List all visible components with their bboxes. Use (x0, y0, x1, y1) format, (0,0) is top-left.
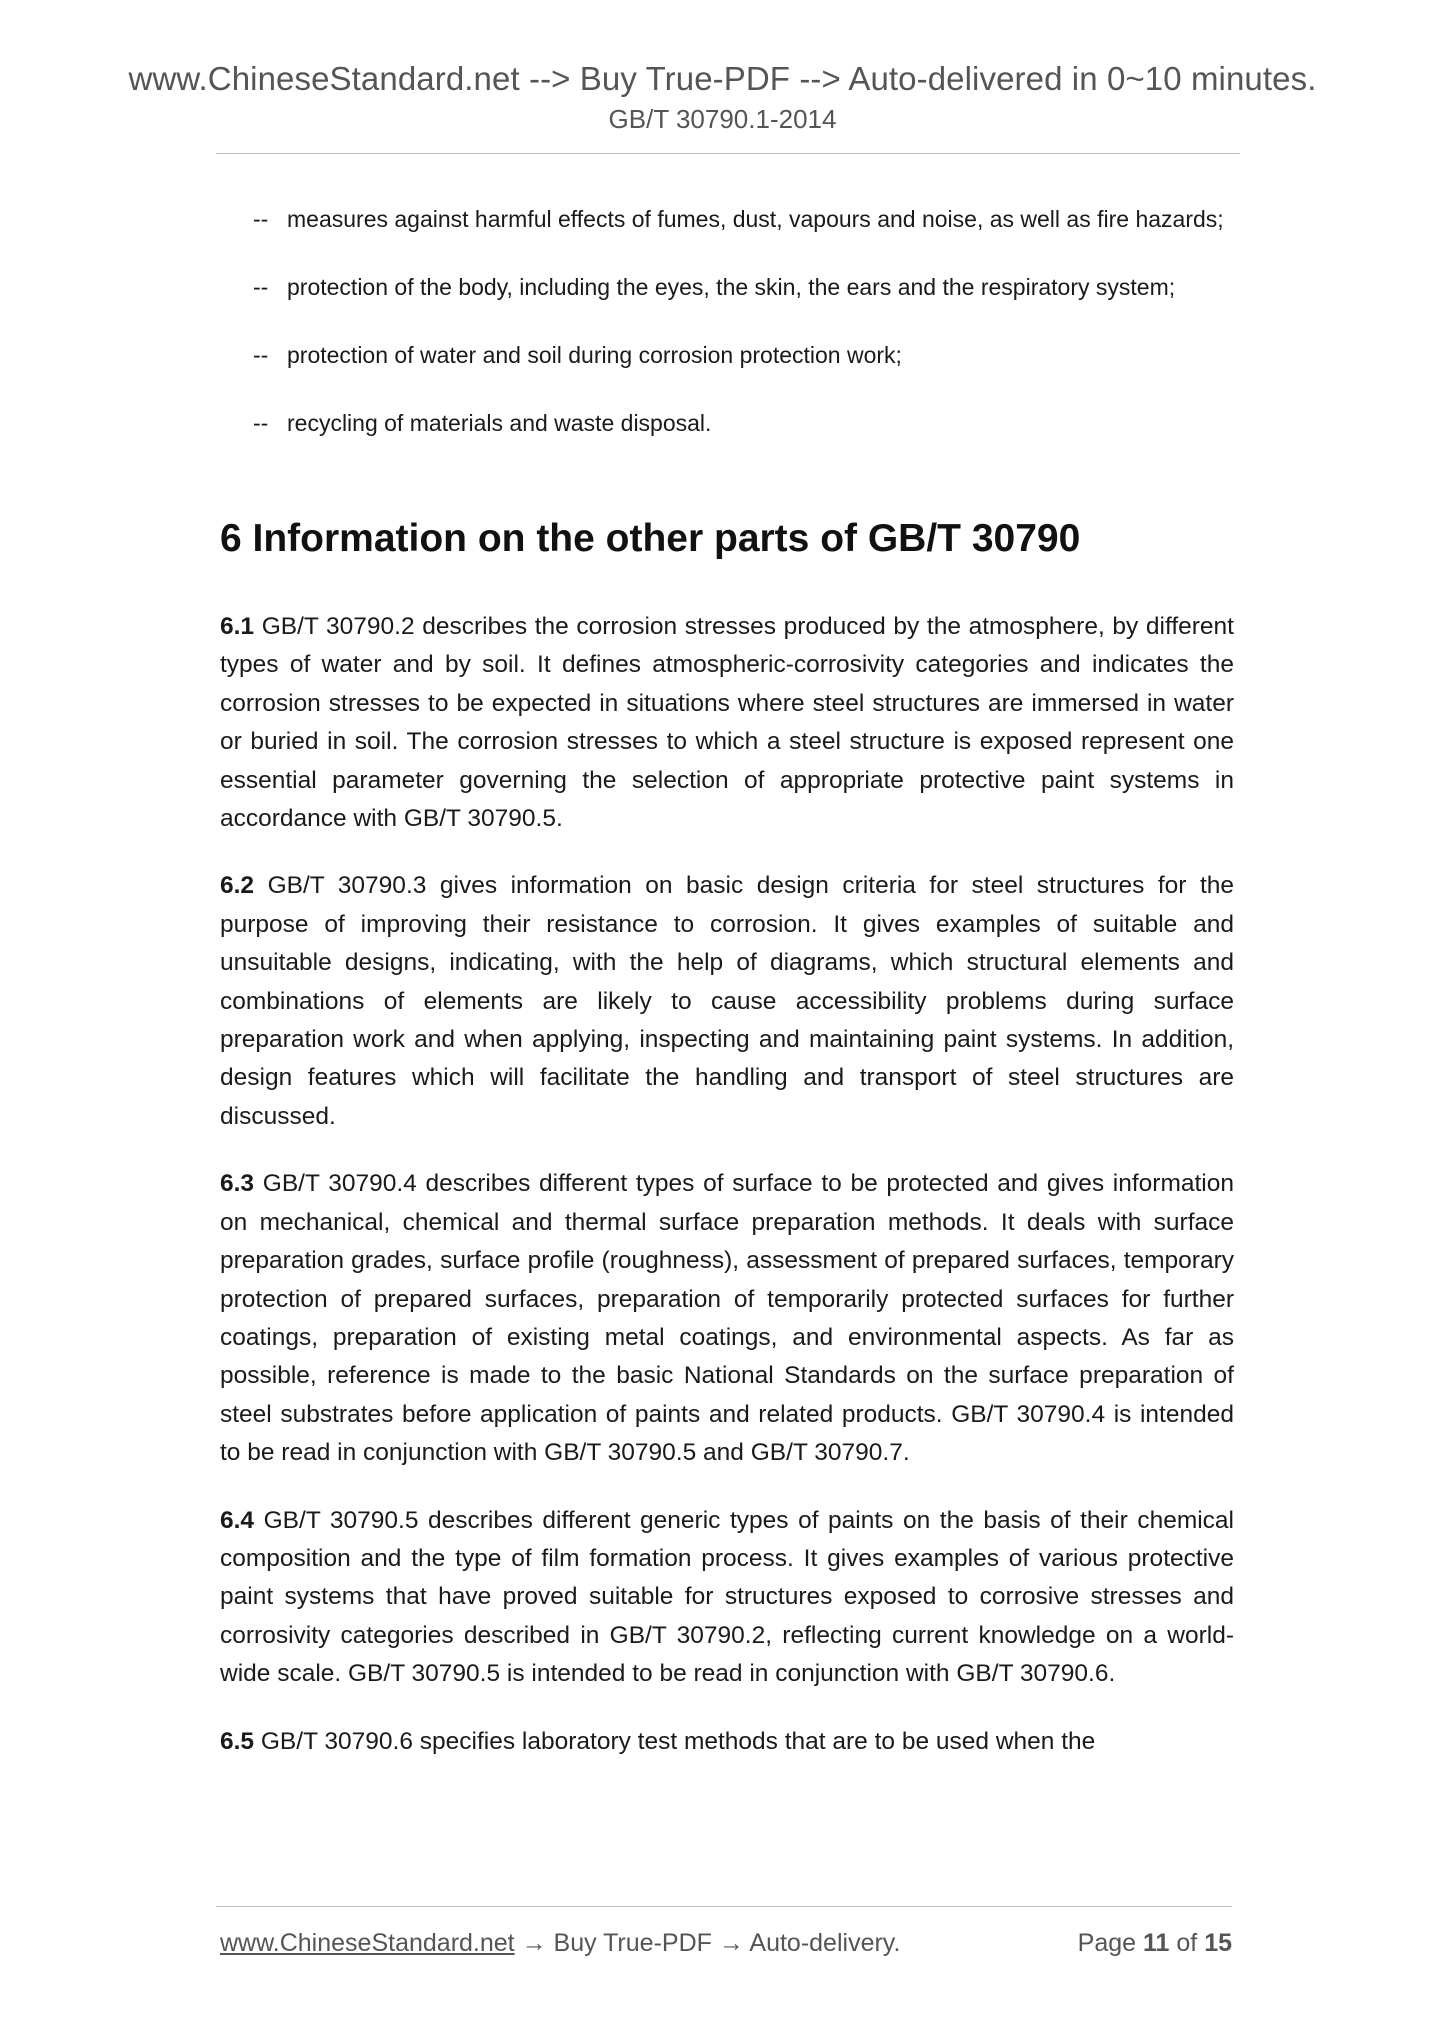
header-divider (216, 153, 1240, 154)
bullet-text: protection of the body, including the eyes, the skin, the ears and the respiratory system; (287, 274, 1176, 300)
header-standard-number: GB/T 30790.1-2014 (608, 104, 837, 134)
bullet-dash: -- (253, 410, 269, 436)
bullet-dash: -- (253, 274, 269, 300)
total-pages-number: 15 (1204, 1929, 1232, 1957)
clause-number: 6.2 (220, 872, 255, 900)
clause-number: 6.4 (220, 1506, 255, 1534)
bullet-item (253, 268, 1234, 306)
footer-site-link[interactable]: www.ChineseStandard.net (220, 1929, 515, 1957)
clause-text: GB/T 30790.3 gives information on basic design criteria for steel structures for the purpose of improving their resistance to corrosion. It gives examples of suitable and unsuitable designs, indicating, with the help of diagrams, which structural elements and combinations of elements are likely to cause accessibility problems during surface preparation work and when applying, inspecting and maintaining paint systems. In addition, design features which will facilitate the handling and transport of steel structures are discussed. (220, 872, 1234, 1130)
clause-number: 6.1 (220, 613, 255, 640)
clause-paragraph (220, 608, 1234, 838)
footer-divider (216, 1906, 1232, 1907)
header-banner: www.ChineseStandard.net --> Buy True-PDF --> Auto-delivered in 0~10 minutes. (128, 60, 1317, 97)
clause-text: GB/T 30790.6 specifies laboratory test methods that are to be used when the (260, 1727, 1096, 1755)
bullet-dash: -- (253, 342, 269, 368)
bullet-item (253, 404, 1234, 442)
page-indicator (1078, 1925, 1232, 1961)
clause-text: GB/T 30790.4 describes different types of surface to be protected and gives information on mechanical, chemical and thermal surface preparation methods. It deals with surface preparation grades, surface profile (roughness), assessment of prepared surfaces, temporary protection of prepared surfaces, preparation of temporarily protected surfaces for further coatings, preparation of existing metal coatings, and environmental aspects. As far as possible, reference is made to the basic National Standards on the surface preparation of steel substrates before application of paints and related products. GB/T 30790.4 is intended to be read in conjunction with GB/T 30790.5 and GB/T 30790.7. (220, 1170, 1234, 1467)
clause-text: GB/T 30790.5 describes different generic types of paints on the basis of their chemical composition and the type of film formation process. It gives examples of various protective paint systems that have proved suitable for structures exposed to corrosive stresses and corrosivity categories described in GB/T 30790.2, reflecting current knowledge on a world-wide scale. GB/T 30790.5 is intended to be read in conjunction with GB/T 30790.6. (220, 1506, 1234, 1688)
footer-left (220, 1925, 900, 1961)
page-header (0, 58, 1445, 136)
bullet-text: measures against harmful effects of fumes, dust, vapours and noise, as well as fire hazards; (287, 206, 1224, 232)
current-page-number: 11 (1142, 1929, 1170, 1957)
clause-paragraph (220, 1502, 1234, 1694)
bullet-item (253, 200, 1234, 238)
page-label: Page (1077, 1929, 1137, 1957)
bullet-text: recycling of materials and waste disposal. (287, 410, 712, 436)
section-heading: 6 Information on the other parts of GB/T 30790 (220, 517, 1081, 560)
page-footer (220, 1925, 1232, 1961)
clause-paragraph (220, 1723, 1234, 1761)
bullet-item (253, 336, 1234, 374)
clause-paragraph (220, 867, 1234, 1136)
bullet-dash: -- (253, 206, 269, 232)
footer-delivery-text: → Buy True-PDF → Auto-delivery. (514, 1929, 901, 1957)
clause-number: 6.3 (220, 1170, 255, 1198)
clause-paragraph (220, 1165, 1234, 1472)
bullet-text: protection of water and soil during corrosion protection work; (287, 342, 902, 368)
clause-text: GB/T 30790.2 describes the corrosion stresses produced by the atmosphere, by different types of water and by soil. It defines atmospheric-corrosivity categories and indicates the corrosion stresses to be expected in situations where steel structures are immersed in water or buried in soil. The corrosion stresses to which a steel structure is exposed represent one essential parameter governing the selection of appropriate protective paint systems in accordance with GB/T 30790.5. (220, 613, 1234, 833)
document-body (220, 200, 1234, 1790)
of-label: of (1176, 1929, 1198, 1957)
clause-number: 6.5 (220, 1727, 255, 1755)
